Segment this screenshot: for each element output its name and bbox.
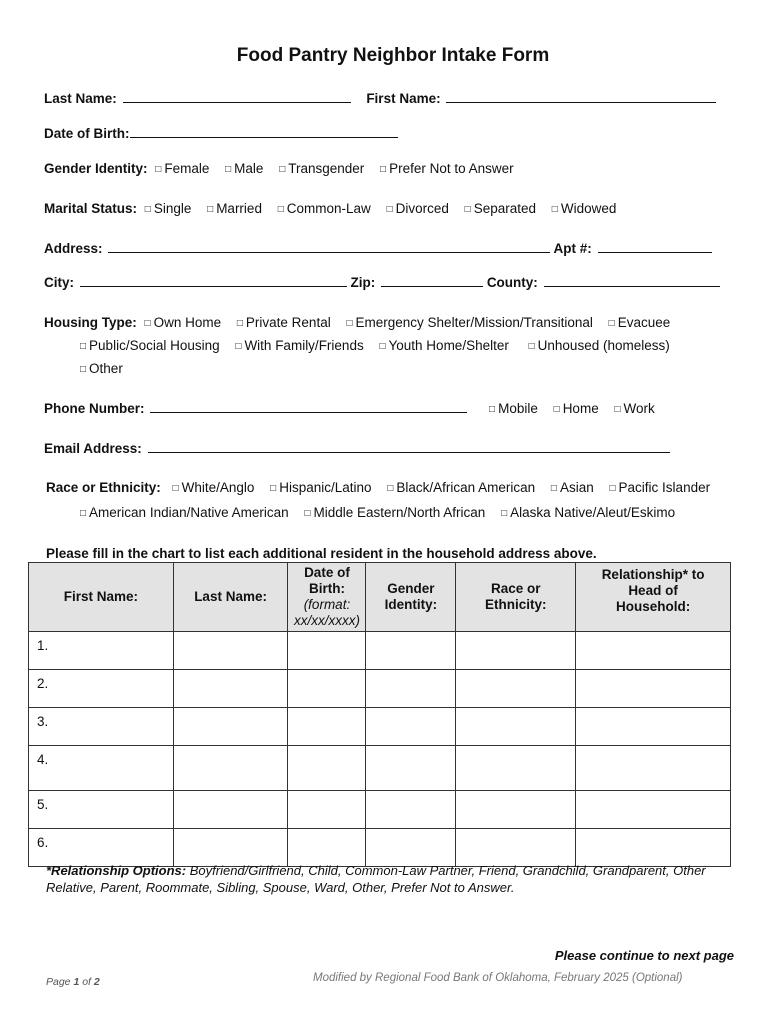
checkbox-icon: □ bbox=[144, 204, 151, 215]
row-number-cell[interactable]: 2. bbox=[29, 670, 174, 708]
row-number-cell[interactable]: 4. bbox=[29, 746, 174, 791]
header-date-of-birth: Date of Birth: (format: xx/xx/xxxx) bbox=[288, 563, 366, 632]
modified-by-note: Modified by Regional Food Bank of Oklahoma, February 2025 (Optional) bbox=[313, 972, 683, 984]
resident-entry-cell[interactable] bbox=[456, 670, 576, 708]
table-body bbox=[29, 632, 731, 867]
resident-entry-cell[interactable] bbox=[576, 708, 731, 746]
marital-option-divorced[interactable]: □ Divorced bbox=[386, 201, 449, 216]
resident-entry-cell[interactable] bbox=[366, 708, 456, 746]
checkbox-icon: □ bbox=[279, 164, 286, 175]
checkbox-icon: □ bbox=[553, 404, 560, 415]
housing-option-youth-home[interactable]: □ Youth Home/Shelter bbox=[379, 338, 509, 353]
table-row bbox=[29, 746, 731, 791]
checkbox-icon: □ bbox=[236, 318, 243, 329]
checkbox-icon: □ bbox=[609, 483, 616, 494]
resident-entry-cell[interactable] bbox=[576, 670, 731, 708]
apt-label: Apt #: bbox=[553, 241, 592, 256]
checkbox-icon: □ bbox=[155, 164, 162, 175]
race-row-1 bbox=[46, 480, 710, 495]
header-last-name: Last Name: bbox=[173, 563, 288, 632]
checkbox-icon: □ bbox=[608, 318, 615, 329]
first-name-label: First Name: bbox=[366, 91, 441, 106]
resident-entry-cell[interactable] bbox=[173, 632, 288, 670]
row-number-cell[interactable]: 3. bbox=[29, 708, 174, 746]
table-header-row bbox=[29, 563, 731, 632]
apt-field[interactable] bbox=[598, 240, 712, 253]
race-label: Race or Ethnicity: bbox=[46, 480, 161, 495]
gender-option-prefer-not[interactable]: □ Prefer Not to Answer bbox=[380, 161, 514, 176]
phone-option-work[interactable]: □ Work bbox=[614, 401, 655, 416]
gender-row bbox=[44, 161, 514, 176]
checkbox-icon: □ bbox=[144, 318, 151, 329]
zip-field[interactable] bbox=[381, 274, 483, 287]
resident-entry-cell[interactable] bbox=[288, 708, 366, 746]
row-number-cell[interactable]: 1. bbox=[29, 632, 174, 670]
marital-option-separated[interactable]: □ Separated bbox=[464, 201, 537, 216]
checkbox-icon: □ bbox=[80, 508, 87, 519]
phone-label: Phone Number: bbox=[44, 401, 145, 416]
last-name-field[interactable] bbox=[123, 90, 351, 103]
table-row bbox=[29, 632, 731, 670]
housing-row-1 bbox=[44, 315, 670, 330]
form-title: Food Pantry Neighbor Intake Form bbox=[236, 45, 550, 66]
county-field[interactable] bbox=[544, 274, 720, 287]
phone-option-home[interactable]: □ Home bbox=[553, 401, 599, 416]
city-label: City: bbox=[44, 275, 74, 290]
row-number-cell[interactable]: 6. bbox=[29, 829, 174, 867]
checkbox-icon: □ bbox=[346, 318, 353, 329]
dob-row bbox=[44, 125, 398, 141]
city-row bbox=[44, 274, 720, 290]
email-row bbox=[44, 440, 670, 456]
last-name-label: Last Name: bbox=[44, 91, 117, 106]
race-row-2 bbox=[80, 505, 675, 520]
resident-entry-cell[interactable] bbox=[576, 746, 731, 791]
resident-entry-cell[interactable] bbox=[366, 632, 456, 670]
checkbox-icon: □ bbox=[80, 341, 87, 352]
continue-notice: Please continue to next page bbox=[554, 948, 734, 963]
checkbox-icon: □ bbox=[551, 204, 558, 215]
gender-option-transgender[interactable]: □ Transgender bbox=[279, 161, 365, 176]
email-label: Email Address: bbox=[44, 441, 142, 456]
header-first-name: First Name: bbox=[29, 563, 174, 632]
header-relationship: Relationship* to Head of Household: bbox=[576, 563, 731, 632]
race-option-white[interactable]: □ White/Anglo bbox=[172, 480, 255, 495]
checkbox-icon: □ bbox=[270, 483, 277, 494]
marital-row bbox=[44, 201, 616, 216]
housing-option-other[interactable]: □ Other bbox=[80, 361, 123, 376]
checkbox-icon: □ bbox=[207, 204, 214, 215]
race-option-hispanic[interactable]: □ Hispanic/Latino bbox=[270, 480, 372, 495]
housing-option-private-rental[interactable]: □ Private Rental bbox=[236, 315, 331, 330]
housing-option-emergency-shelter[interactable]: □ Emergency Shelter/Mission/Transitional bbox=[346, 315, 593, 330]
marital-option-common-law[interactable]: □ Common-Law bbox=[277, 201, 371, 216]
gender-option-male[interactable]: □ Male bbox=[225, 161, 264, 176]
table-row bbox=[29, 829, 731, 867]
checkbox-icon: □ bbox=[489, 404, 496, 415]
checkbox-icon: □ bbox=[172, 483, 179, 494]
dob-field[interactable] bbox=[130, 125, 398, 138]
marital-option-single[interactable]: □ Single bbox=[144, 201, 192, 216]
housing-option-own-home[interactable]: □ Own Home bbox=[144, 315, 222, 330]
gender-option-female[interactable]: □ Female bbox=[155, 161, 210, 176]
city-field[interactable] bbox=[80, 274, 347, 287]
address-row bbox=[44, 240, 712, 256]
race-option-middle-eastern[interactable]: □ Middle Eastern/North African bbox=[304, 505, 486, 520]
phone-field[interactable] bbox=[150, 400, 467, 413]
checkbox-icon: □ bbox=[379, 341, 386, 352]
phone-option-mobile[interactable]: □ Mobile bbox=[489, 401, 538, 416]
race-option-black[interactable]: □ Black/African American bbox=[387, 480, 536, 495]
housing-option-public-housing[interactable]: □ Public/Social Housing bbox=[80, 338, 220, 353]
resident-entry-cell[interactable] bbox=[576, 632, 731, 670]
resident-entry-cell[interactable] bbox=[288, 746, 366, 791]
header-race-ethnicity: Race or Ethnicity: bbox=[456, 563, 576, 632]
resident-entry-cell[interactable] bbox=[576, 791, 731, 829]
resident-entry-cell[interactable] bbox=[288, 791, 366, 829]
zip-label: Zip: bbox=[350, 275, 376, 290]
resident-entry-cell[interactable] bbox=[366, 746, 456, 791]
resident-entry-cell[interactable] bbox=[456, 746, 576, 791]
checkbox-icon: □ bbox=[387, 483, 394, 494]
race-option-pacific-islander[interactable]: □ Pacific Islander bbox=[609, 480, 711, 495]
housing-label: Housing Type: bbox=[44, 315, 137, 330]
row-number-cell[interactable]: 5. bbox=[29, 791, 174, 829]
checkbox-icon: □ bbox=[464, 204, 471, 215]
address-field[interactable] bbox=[108, 240, 550, 253]
email-field[interactable] bbox=[148, 440, 670, 453]
first-name-field[interactable] bbox=[446, 90, 716, 103]
table-row bbox=[29, 791, 731, 829]
resident-entry-cell[interactable] bbox=[366, 670, 456, 708]
resident-entry-cell[interactable] bbox=[173, 791, 288, 829]
resident-entry-cell[interactable] bbox=[288, 670, 366, 708]
housing-row-3 bbox=[80, 361, 123, 376]
checkbox-icon: □ bbox=[225, 164, 232, 175]
dob-label: Date of Birth: bbox=[44, 126, 130, 141]
county-label: County: bbox=[486, 275, 538, 290]
checkbox-icon: □ bbox=[550, 483, 557, 494]
housing-option-unhoused[interactable]: □ Unhoused (homeless) bbox=[528, 338, 670, 353]
checkbox-icon: □ bbox=[501, 508, 508, 519]
resident-entry-cell[interactable] bbox=[173, 670, 288, 708]
race-option-alaska-native[interactable]: □ Alaska Native/Aleut/Eskimo bbox=[501, 505, 676, 520]
housing-row-2 bbox=[80, 338, 670, 353]
marital-option-widowed[interactable]: □ Widowed bbox=[551, 201, 617, 216]
checkbox-icon: □ bbox=[528, 341, 535, 352]
checkbox-icon: □ bbox=[386, 204, 393, 215]
resident-entry-cell[interactable] bbox=[173, 746, 288, 791]
phone-row bbox=[44, 400, 655, 416]
gender-label: Gender Identity: bbox=[44, 161, 148, 176]
household-chart-intro: Please fill in the chart to list each additional resident in the household address above. bbox=[46, 546, 597, 561]
checkbox-icon: □ bbox=[277, 204, 284, 215]
table-row bbox=[29, 670, 731, 708]
name-row bbox=[44, 90, 716, 106]
household-residents-table bbox=[28, 562, 731, 867]
checkbox-icon: □ bbox=[304, 508, 311, 519]
resident-entry-cell[interactable] bbox=[366, 791, 456, 829]
resident-entry-cell[interactable] bbox=[173, 708, 288, 746]
checkbox-icon: □ bbox=[235, 341, 242, 352]
page-number: Page 1 of 2 bbox=[46, 976, 100, 988]
resident-entry-cell[interactable] bbox=[288, 632, 366, 670]
resident-entry-cell[interactable] bbox=[456, 708, 576, 746]
checkbox-icon: □ bbox=[380, 164, 387, 175]
resident-entry-cell[interactable] bbox=[456, 791, 576, 829]
marital-option-married[interactable]: □ Married bbox=[207, 201, 262, 216]
resident-entry-cell[interactable] bbox=[173, 829, 288, 867]
resident-entry-cell[interactable] bbox=[576, 829, 731, 867]
relationship-options-note: *Relationship Options: Boyfriend/Girlfriend, Child, Common-Law Partner, Friend, Grandchild, Grandparent, Other Relative, Parent, Roommate, Sibling, Spouse, Ward, Other, Prefer Not to Answer. bbox=[46, 863, 706, 895]
resident-entry-cell[interactable] bbox=[288, 829, 366, 867]
resident-entry-cell[interactable] bbox=[456, 829, 576, 867]
address-label: Address: bbox=[44, 241, 103, 256]
housing-option-with-family[interactable]: □ With Family/Friends bbox=[235, 338, 364, 353]
housing-option-evacuee[interactable]: □ Evacuee bbox=[608, 315, 671, 330]
resident-entry-cell[interactable] bbox=[366, 829, 456, 867]
checkbox-icon: □ bbox=[614, 404, 621, 415]
race-option-american-indian[interactable]: □ American Indian/Native American bbox=[80, 505, 289, 520]
marital-label: Marital Status: bbox=[44, 201, 138, 216]
race-option-asian[interactable]: □ Asian bbox=[550, 480, 594, 495]
table-row bbox=[29, 708, 731, 746]
checkbox-icon: □ bbox=[80, 364, 87, 375]
header-gender-identity: Gender Identity: bbox=[366, 563, 456, 632]
resident-entry-cell[interactable] bbox=[456, 632, 576, 670]
